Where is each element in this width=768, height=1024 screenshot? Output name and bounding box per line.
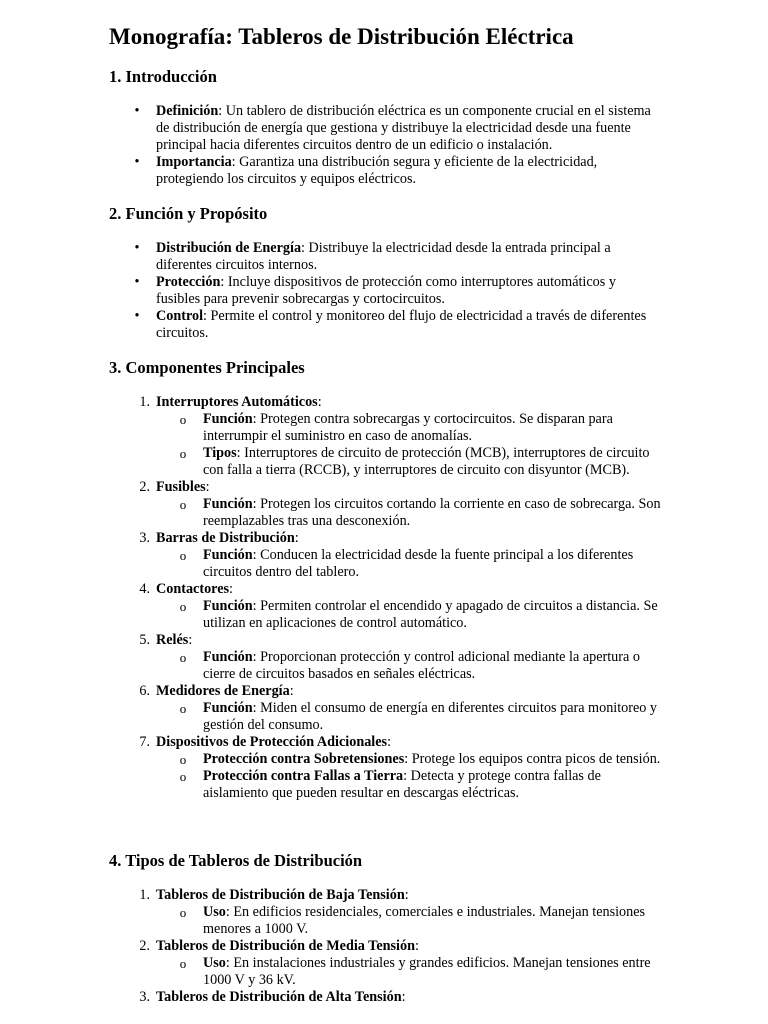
sub-item-text: : Interruptores de circuito de protección (MCB), interruptores de circuito con falla a tierra (RCCB), y interruptores de circuito con disyuntor (MCB). [203, 445, 650, 478]
sub-list-item [0, 649, 661, 683]
item-text: : [229, 581, 233, 597]
sub-bullet-icon: o [179, 701, 187, 716]
bullet-icon: • [134, 154, 140, 170]
sub-item-term: Función [203, 496, 253, 512]
sub-item-text: : Protegen contra sobrecargas y cortocircuitos. Se disparan para interrumpir el suministro en caso de anomalías. [203, 411, 613, 444]
sub-item-term: Uso [203, 904, 226, 920]
list-item [0, 274, 661, 308]
list-item [0, 683, 661, 700]
sub-list-item [0, 955, 661, 989]
item-number: 5. [139, 632, 150, 648]
list-item [0, 530, 661, 547]
item-text: : [401, 989, 406, 1005]
sub-list-item [0, 700, 661, 734]
section-heading-3: 3. Componentes Principales [109, 358, 305, 377]
sub-item-term: Tipos [203, 445, 237, 461]
item-term: Interruptores Automáticos [156, 394, 318, 410]
item-text: : Incluye dispositivos de protección como interruptores automáticos y fusibles para prevenir sobrecargas y cortocircuitos. [156, 274, 616, 307]
item-text: : Distribuye la electricidad desde la entrada principal a diferentes circuitos internos. [156, 240, 611, 273]
item-number: 4. [139, 581, 150, 597]
item-text: : Garantiza una distribución segura y eficiente de la electricidad, protegiendo los circuitos y equipos eléctricos. [156, 154, 598, 187]
list-item [0, 240, 661, 274]
sub-list-item [0, 904, 661, 938]
item-number: 3. [139, 530, 150, 546]
section-2-list [0, 240, 768, 342]
sub-list-item [0, 411, 661, 445]
document-title: Monografía: Tableros de Distribución Eléctrica [109, 24, 574, 49]
item-term: Definición [156, 103, 219, 119]
item-number: 3. [139, 989, 150, 1005]
item-text: : Permite el control y monitoreo del flujo de electricidad a través de diferentes circuitos. [156, 308, 647, 341]
sub-bullet-icon: o [179, 548, 187, 563]
item-text: : [188, 632, 193, 648]
item-term: Distribución de Energía [156, 240, 302, 256]
sub-bullet-icon: o [179, 752, 187, 767]
sub-list-item [0, 768, 661, 802]
list-item [0, 734, 661, 751]
bullet-icon: • [134, 240, 140, 256]
list-item [0, 479, 661, 496]
item-term: Tableros de Distribución de Baja Tensión [156, 887, 405, 903]
item-term: Tableros de Distribución de Media Tensión [156, 938, 415, 954]
sub-item-text: : Permiten controlar el encendido y apagado de circuitos a distancia. Se utilizan en aplicaciones de control automático. [203, 598, 658, 631]
sub-bullet-icon: o [179, 650, 187, 665]
item-text: : Un tablero de distribución eléctrica es un componente crucial en el sistema de distribución de energía que gestiona y distribuye la electricidad desde una fuente principal hacia diferentes circuitos dentro de un edificio o instalación. [156, 103, 651, 153]
sub-bullet-icon: o [179, 956, 187, 971]
sub-bullet-icon: o [179, 769, 187, 784]
item-term: Dispositivos de Protección Adicionales [156, 734, 388, 750]
item-term: Control [156, 308, 204, 324]
sub-list-item [0, 598, 661, 632]
item-number: 7. [139, 734, 150, 750]
sub-bullet-icon: o [179, 599, 187, 614]
item-text: : [317, 394, 322, 410]
sub-list-item [0, 751, 661, 768]
sub-item-text: : Detecta y protege contra fallas de aislamiento que pueden resultar en descargas eléctricas. [203, 768, 601, 801]
list-item [0, 632, 661, 649]
item-term: Protección [156, 274, 221, 290]
sub-item-term: Función [203, 547, 253, 563]
item-term: Fusibles [156, 479, 206, 495]
section-4-list [0, 887, 768, 1006]
list-item [0, 938, 661, 955]
item-term: Contactores [156, 581, 230, 597]
list-item [0, 989, 661, 1006]
item-text: : [387, 734, 392, 750]
item-text: : [289, 683, 294, 699]
list-item [0, 581, 661, 598]
item-term: Importancia [156, 154, 232, 170]
item-text: : [205, 479, 210, 495]
section-1-list [0, 103, 768, 188]
item-text: : [414, 938, 419, 954]
section-heading-1: 1. Introducción [109, 67, 217, 86]
item-number: 2. [139, 479, 150, 495]
sub-list-item [0, 496, 661, 530]
item-number: 1. [139, 394, 150, 410]
sub-bullet-icon: o [179, 446, 187, 461]
sub-item-term: Función [203, 700, 253, 716]
bullet-icon: • [134, 274, 140, 290]
list-item [0, 154, 661, 188]
sub-item-text: : En instalaciones industriales y grandes edificios. Manejan tensiones entre 1000 V y 36 kV. [203, 955, 651, 988]
sub-item-term: Uso [203, 955, 226, 971]
item-number: 1. [139, 887, 150, 903]
sub-item-text: : Proporcionan protección y control adicional mediante la apertura o cierre de circuitos basados en señales eléctricas. [203, 649, 640, 682]
sub-item-text: : En edificios residenciales, comerciales e industriales. Manejan tensiones menores a 1000 V. [203, 904, 646, 937]
item-text: : [294, 530, 299, 546]
item-term: Barras de Distribución [156, 530, 295, 546]
section-3-list [0, 394, 768, 802]
sub-item-term: Protección contra Fallas a Tierra [203, 768, 404, 784]
section-heading-4: 4. Tipos de Tableros de Distribución [109, 851, 363, 870]
bullet-icon: • [134, 103, 140, 119]
sub-bullet-icon: o [179, 497, 187, 512]
list-item [0, 887, 661, 904]
bullet-icon: • [134, 308, 140, 324]
sub-list-item [0, 445, 661, 479]
list-item [0, 103, 661, 154]
sub-item-term: Función [203, 598, 253, 614]
list-item [0, 308, 661, 342]
item-term: Tableros de Distribución de Alta Tensión [156, 989, 402, 1005]
item-number: 2. [139, 938, 150, 954]
sub-item-text: : Protege los equipos contra picos de tensión. [404, 751, 661, 767]
sub-list-item [0, 547, 661, 581]
item-text: : [404, 887, 409, 903]
item-term: Medidores de Energía [156, 683, 290, 699]
sub-bullet-icon: o [179, 905, 187, 920]
sub-item-text: : Miden el consumo de energía en diferentes circuitos para monitoreo y gestión del consumo. [203, 700, 658, 733]
item-term: Relés [156, 632, 189, 648]
sub-item-text: : Conducen la electricidad desde la fuente principal a los diferentes circuitos dentro del tablero. [203, 547, 634, 580]
item-number: 6. [139, 683, 150, 699]
sub-bullet-icon: o [179, 412, 187, 427]
section-heading-2: 2. Función y Propósito [109, 204, 268, 223]
list-item [0, 394, 661, 411]
sub-item-term: Protección contra Sobretensiones [203, 751, 405, 767]
sub-item-term: Función [203, 411, 253, 427]
sub-item-text: : Protegen los circuitos cortando la corriente en caso de sobrecarga. Son reemplazables tras una desconexión. [203, 496, 661, 529]
sub-item-term: Función [203, 649, 253, 665]
